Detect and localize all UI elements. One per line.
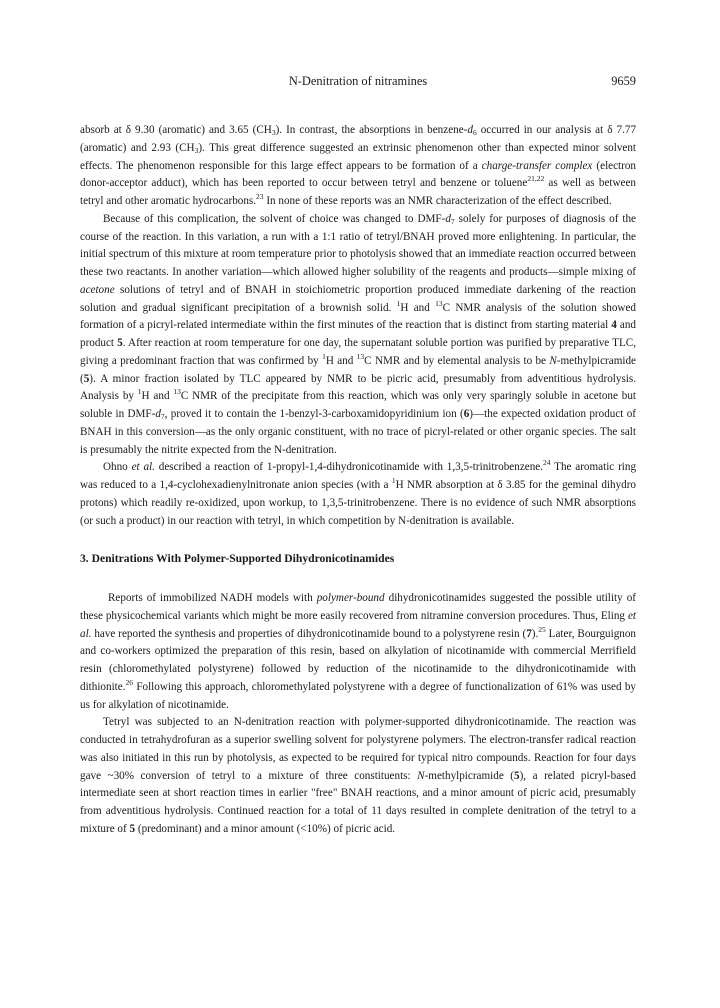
paragraph-4: Reports of immobilized NADH models with polymer-bound dihydronicotinamides suggested the possible utility of these physicochemical variants which might be more easily recovered from nitramine conversion procedures. Thus, Eling et al. have reported the synthesis and properties of dihydronicotinamide bound to a polystyrene resin (7).$^{25}$ Later, Bourguignon and co-workers optimized the preparation of this resin, based on alkylation of nicotinamide with commercial Merrifield resin (chloromethylated polystyrene) followed by reduction of the nicotinamide to the dihydronicotinamide with dithionite.$^{26}$ Following this approach, chloromethylated polystyrene with a degree of functionalization of 61% was used by us for alkylation of nicotinamide.: [80, 592, 636, 711]
running-title: N-Denitration of nitramines: [288, 74, 428, 88]
section-heading-wrapper: [80, 530, 636, 590]
paragraph-1: absorb at δ 9.30 (aromatic) and 3.65 $(CH_3)$. In contrast, the absorptions in benzene-$d_6$ occurred in our analysis at δ 7.77 (aromatic) and 2.93 $(CH_3)$. This great difference suggested an extrinsic phenomenon other than expected minor solvent effects. The phenomenon responsible for this large effect appears to be formation of a charge-transfer complex (electron donor-acceptor adduct), which has been reported to occur between tetryl and benzene or toluene$^{21,22}$ as well as between tetryl and other aromatic hydrocarbons.$^{23}$ In none of these reports was an NMR characterization of the effect described.: [80, 124, 637, 207]
running-header: [80, 74, 636, 90]
paragraph-5: Tetryl was subjected to an N-denitration reaction with polymer-supported dihydronicotinamide. The reaction was conducted in tetrahydrofuran as a superior swelling solvent for polystyrene polymers. The electron-transfer radical reaction was also initiated in this run by photolysis, as expected to be required for typical nitro compounds. Reaction for four days gave ~30% conversion of tetryl to a mixture of three constituents: N-methylpicramide (5), a related picryl-based intermediate seen at short reaction times in earlier "free" BNAH reactions, and a minor amount of picric acid, presumably from adventitious hydrolysis. Continued reaction for a total of 11 days resulted in complete denitration of the tetryl to a mixture of 5 (predominant) and a minor amount (<10%) of picric acid.: [80, 716, 636, 835]
page-number: 9659: [611, 74, 636, 88]
paragraph-3: Ohno et al. described a reaction of 1-propyl-1,4-dihydronicotinamide with 1,3,5-trinitrobenzene.$^{24}$ The aromatic ring was reduced to a 1,4-cyclohexadienylnitronate anion species (with a $^1$H NMR absorption at δ 3.85 for the geminal dihydro protons) which readily re-oxidized, upon workup, to 1,3,5-trinitrobenzene. There is no evidence of such NMR absorptions (or such a product) in our reaction with tetryl, in which competition by N-denitration is available.: [80, 458, 637, 527]
section-heading: 3. Denitrations With Polymer-Supported Dihydronicotinamides: [80, 552, 395, 566]
article-body: [80, 122, 636, 839]
paragraph-2: Because of this complication, the solvent of choice was changed to DMF-$d_7$ solely for purposes of diagnosis of the course of the reaction. In this variation, a run with a 1:1 ratio of tetryl/BNAH proved more enlightening. In particular, the initial spectrum of this mixture at room temperature prior to photolysis showed that an immediate reaction occurred between these two reactants. In another variation—which allowed higher solubility of the reagents and products—simple mixing of acetone solutions of tetryl and of BNAH in stoichiometric proportion produced immediate darkening of the reaction solution and gradual significant precipitation of a brownish solid. $^1$H and $^{13}$C NMR analysis of the solution showed formation of a picryl-related intermediate within the first minutes of the reaction that is distinct from starting material 4 and product 5. After reaction at room temperature for one day, the supernatant soluble portion was purified by preparative TLC, giving a predominant fraction that was confirmed by $^1$H and $^{13}$C NMR and by elemental analysis to be N-methylpicramide (5). A minor fraction isolated by TLC appeared by NMR to be picric acid, presumably from adventitious hydrolysis. Analysis by $^1$H and $^{13}$C NMR of the precipitate from this reaction, which was only very sparingly soluble in acetone but soluble in DMF-$d_7$, proved it to contain the 1-benzyl-3-carboxamidopyridinium ion (6)—the expected oxidation product of BNAH in this conversion—as the only organic constituent, with no trace of picryl-related or other organic species. The salt is presumably the nitrite expected from the N-denitration.: [80, 212, 637, 456]
